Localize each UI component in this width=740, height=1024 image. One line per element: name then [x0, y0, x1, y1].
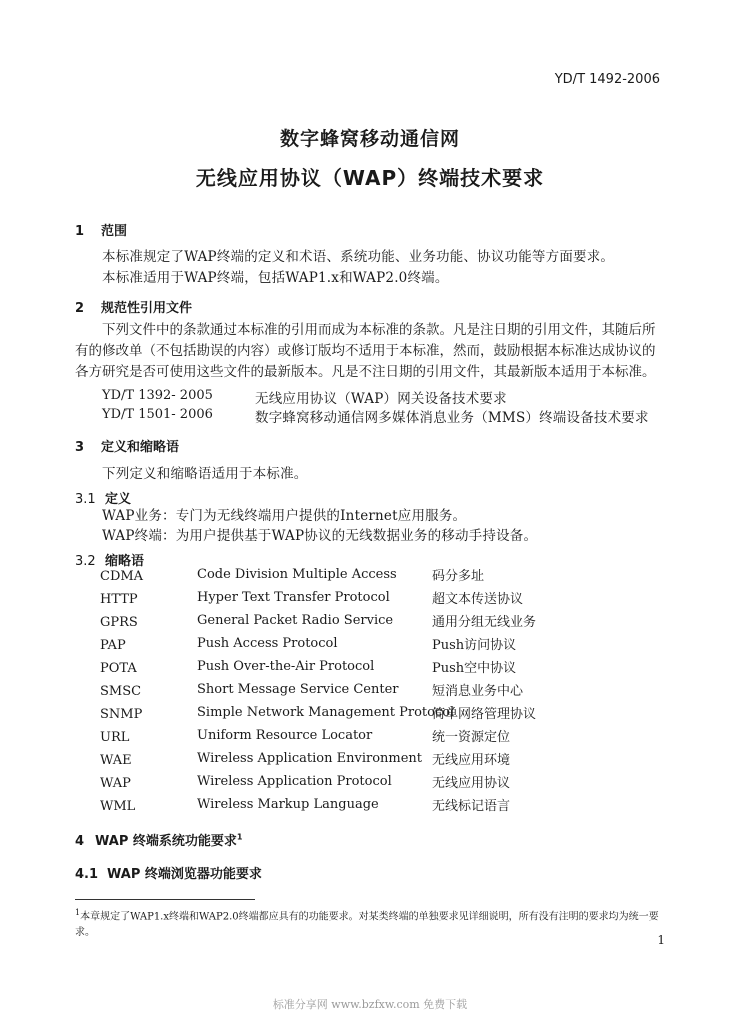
document-title-line1: 数字蜂窝移动通信网: [279, 128, 460, 150]
abbr-chinese: 码分多址: [432, 569, 485, 584]
section-title: 范围: [101, 224, 128, 239]
abbr-full: General Packet Radio Service: [197, 613, 394, 628]
footnote-text: 本章规定了WAP1.x终端和WAP2.0终端都应具有的功能要求。对某类终端的单独要求见详细说明，所有没有注明的要求均为统一要求。: [75, 911, 659, 939]
abbr-chinese: 无线应用环境: [432, 753, 511, 768]
watermark: 标准分享网 www.bzfxw.com 免费下载: [272, 998, 468, 1011]
section-number: 3.1: [75, 492, 96, 507]
section-4-1-heading: [75, 863, 262, 882]
abbr-code: WAP: [100, 776, 131, 791]
reference-title: 无线应用协议（WAP）网关设备技术要求: [255, 391, 507, 407]
abbr-full: Hyper Text Transfer Protocol: [197, 590, 390, 605]
document-title-line2: 无线应用协议（WAP）终端技术要求: [195, 166, 545, 190]
section-2-paragraph: 下列文件中的条款通过本标准的引用而成为本标准的条款。凡是注日期的引用文件，其随后所有的修改单（不包括勘误的内容）或修订版均不适用于本标准，然而，鼓励根据本标准达成协议的各方研究是否可使用这些文件的最新版本。凡是不注日期的引用文件，其最新版本适用于本标准。: [75, 322, 656, 380]
section-title: 定义和缩略语: [101, 440, 180, 455]
section-number: 3.2: [75, 554, 96, 569]
section-1-paragraph-2: 本标准适用于WAP终端，包括WAP1.x和WAP2.0终端。: [102, 270, 449, 286]
abbr-chinese: 统一资源定位: [432, 730, 511, 745]
section-1-heading: [75, 220, 127, 239]
abbr-code: SNMP: [100, 707, 143, 722]
abbr-code: HTTP: [100, 592, 138, 607]
section-number: 4.1: [75, 867, 99, 882]
section-title: 规范性引用文件: [101, 301, 193, 316]
abbr-full: Push Over-the-Air Protocol: [197, 659, 375, 674]
abbr-code: URL: [100, 730, 130, 745]
reference-title: 数字蜂窝移动通信网多媒体消息业务（MMS）终端设备技术要求: [255, 410, 649, 426]
page-number: 1: [657, 933, 665, 947]
abbr-chinese: 超文本传送协议: [432, 592, 524, 607]
footnote: [75, 905, 665, 941]
section-title: 定义: [105, 492, 132, 507]
section-number: 2: [75, 301, 85, 316]
definition-wap-terminal: WAP终端：为用户提供基于WAP协议的无线数据业务的移动手持设备。: [102, 528, 538, 544]
section-number: 1: [75, 224, 85, 239]
section-4-heading: [75, 830, 242, 849]
abbr-full: Wireless Application Protocol: [197, 774, 392, 789]
footnote-reference[interactable]: 1: [236, 832, 243, 842]
abbr-full: Wireless Markup Language: [197, 797, 379, 812]
abbr-code: WML: [100, 799, 136, 814]
section-title: 缩略语: [105, 554, 145, 569]
abbr-chinese: 通用分组无线业务: [432, 615, 537, 630]
abbr-full: Short Message Service Center: [197, 682, 399, 697]
abbr-full: Code Division Multiple Access: [197, 567, 397, 582]
footnote-divider: [75, 899, 255, 900]
abbr-chinese: Push空中协议: [432, 661, 517, 676]
section-2-heading: [75, 297, 192, 316]
abbr-code: POTA: [100, 661, 137, 676]
section-title: WAP 终端浏览器功能要求: [107, 867, 262, 882]
footnote-mark: 1: [75, 908, 81, 917]
section-3-2-heading: [75, 550, 144, 569]
section-number: 3: [75, 440, 85, 455]
abbr-code: PAP: [100, 638, 126, 653]
abbr-code: GPRS: [100, 615, 138, 630]
abbr-code: WAE: [100, 753, 132, 768]
abbr-code: SMSC: [100, 684, 142, 699]
abbr-chinese: 简单网络管理协议: [432, 707, 537, 722]
section-1-paragraph-1: 本标准规定了WAP终端的定义和术语、系统功能、业务功能、协议功能等方面要求。: [102, 249, 615, 265]
definition-wap-service: WAP业务：专门为无线终端用户提供的Internet应用服务。: [102, 508, 467, 524]
abbr-full: Wireless Application Environment: [197, 751, 423, 766]
section-number: 4: [75, 834, 85, 849]
reference-code: YD/T 1392- 2005: [102, 388, 213, 403]
standard-code: YD/T 1492-2006: [554, 72, 660, 87]
abbr-full: Simple Network Management Protocol: [197, 705, 455, 720]
section-title: WAP 终端系统功能要求: [95, 834, 237, 849]
abbr-chinese: 无线标记语言: [432, 799, 511, 814]
abbr-chinese: 短消息业务中心: [432, 684, 524, 699]
section-3-intro: 下列定义和缩略语适用于本标准。: [102, 466, 308, 482]
section-3-heading: [75, 436, 179, 455]
abbr-chinese: Push访问协议: [432, 638, 517, 653]
abbr-code: CDMA: [100, 569, 144, 584]
reference-code: YD/T 1501- 2006: [102, 407, 213, 422]
abbr-full: Push Access Protocol: [197, 636, 338, 651]
abbr-full: Uniform Resource Locator: [197, 728, 373, 743]
abbr-chinese: 无线应用协议: [432, 776, 511, 791]
